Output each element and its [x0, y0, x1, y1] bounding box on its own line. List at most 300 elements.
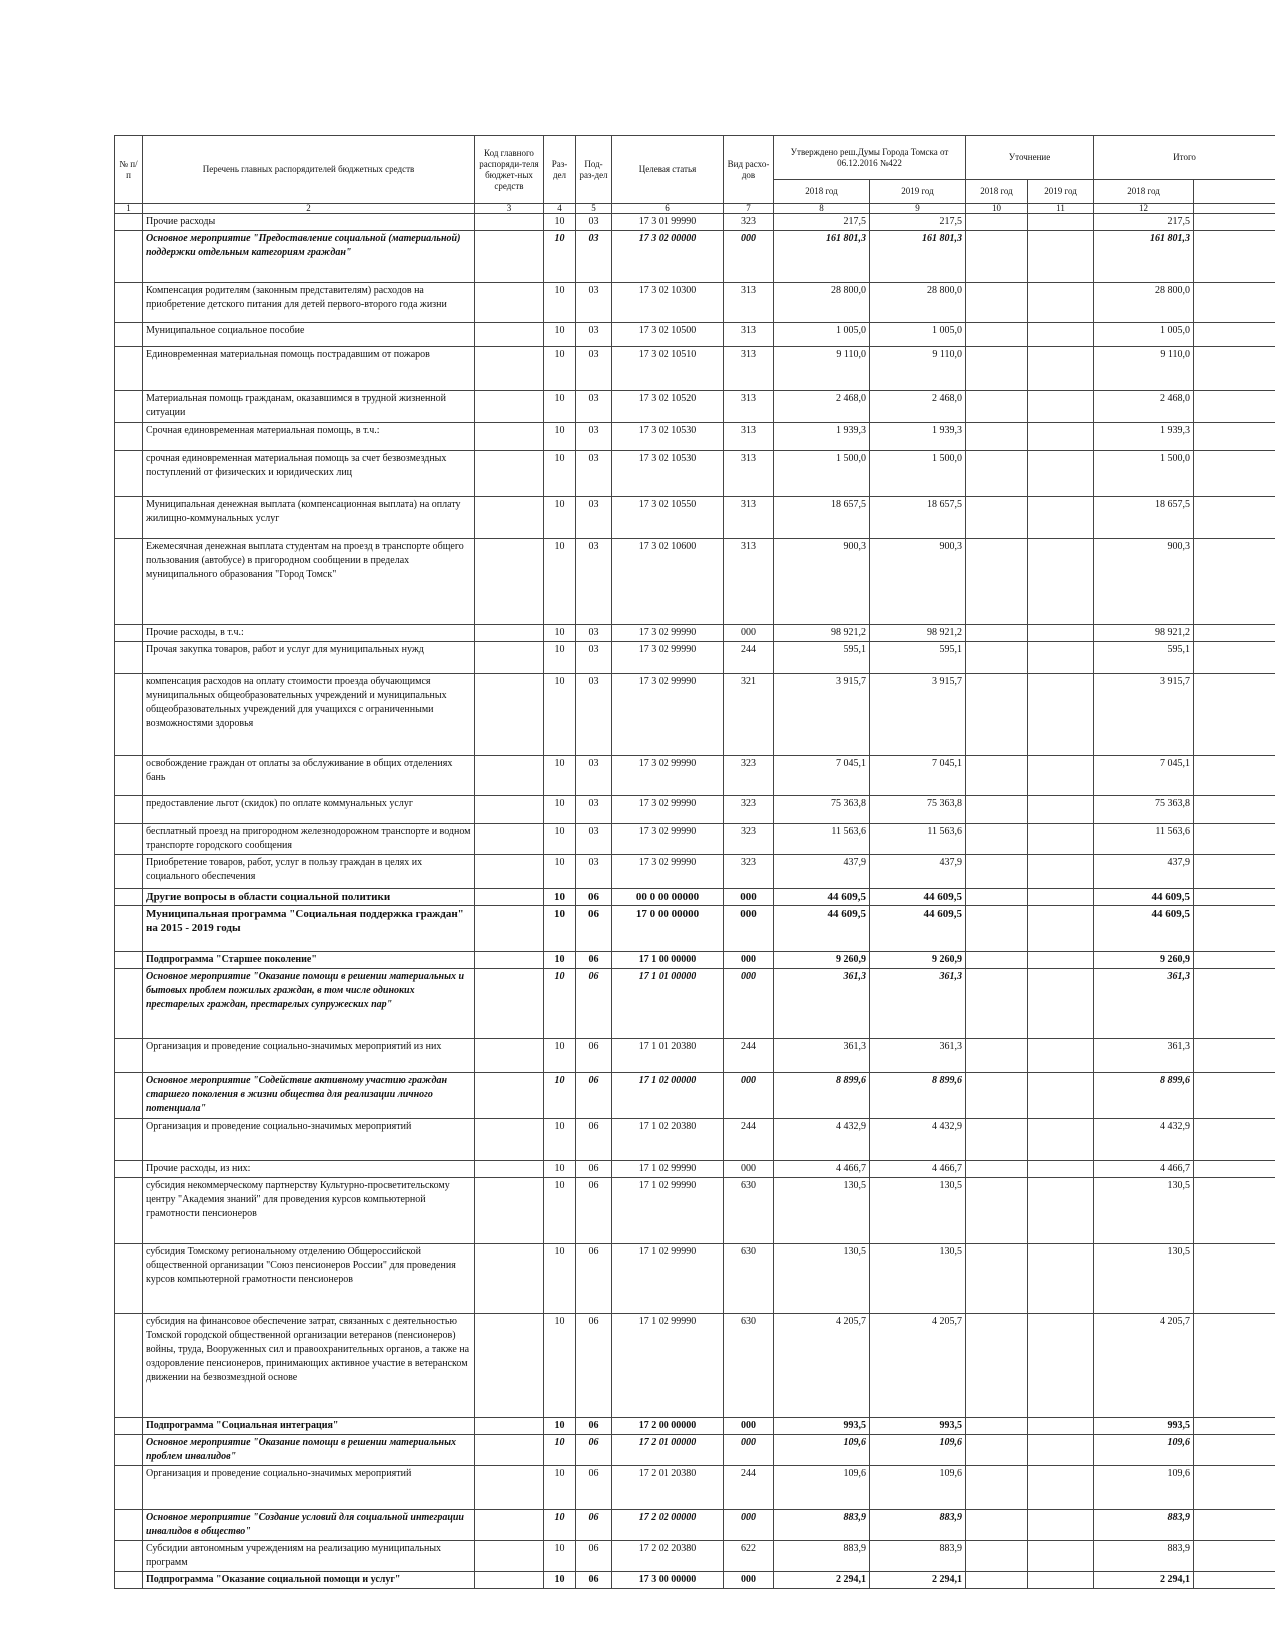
cell-razdel: 10: [544, 1039, 576, 1073]
cell-itogo-2019: [1194, 1572, 1275, 1589]
cell-utochn-2019: [1028, 1510, 1094, 1541]
cell-num: [115, 1119, 143, 1161]
cell-target: 17 1 02 20380: [612, 1119, 724, 1161]
cell-target: 17 1 01 20380: [612, 1039, 724, 1073]
cell-vid: 000: [724, 1418, 774, 1435]
colnum: 5: [576, 204, 612, 214]
cell-code: [475, 323, 544, 347]
cell-razdel: 10: [544, 1161, 576, 1178]
cell-utochn-2018: [966, 906, 1028, 952]
table-header: [115, 136, 1275, 214]
cell-approved-2019: 9 260,9: [870, 952, 966, 969]
cell-podrazdel: 03: [576, 451, 612, 497]
cell-utochn-2019: [1028, 625, 1094, 642]
cell-approved-2019: 11 563,6: [870, 824, 966, 855]
cell-code: [475, 824, 544, 855]
cell-itogo-2019: [1194, 1244, 1275, 1314]
cell-target: 17 3 02 99990: [612, 625, 724, 642]
cell-num: [115, 323, 143, 347]
cell-utochn-2018: [966, 855, 1028, 889]
table-row: [115, 756, 1275, 796]
cell-num: [115, 642, 143, 674]
cell-podrazdel: 06: [576, 1314, 612, 1418]
cell-code: [475, 796, 544, 824]
cell-utochn-2019: [1028, 906, 1094, 952]
cell-itogo-2019: [1194, 539, 1275, 625]
cell-num: [115, 796, 143, 824]
cell-utochn-2018: [966, 889, 1028, 906]
cell-itogo-2018: 883,9: [1094, 1510, 1194, 1541]
cell-target: 17 1 02 99990: [612, 1161, 724, 1178]
cell-name: срочная единовременная материальная помощь за счет безвозмездных поступлений от физических и юридических лиц: [143, 451, 475, 497]
cell-utochn-2018: [966, 952, 1028, 969]
cell-name: субсидия на финансовое обеспечение затрат, связанных с деятельностью Томской городской общественной организации ветеранов (пенсионеров) войны, труда, Вооруженных сил и правоохранительных органов, а также на оздоровление пенсионеров, принимающих активное участие в ветеранском движении на безвозмездной основе: [143, 1314, 475, 1418]
cell-approved-2019: 109,6: [870, 1435, 966, 1466]
colnum: [1194, 204, 1275, 214]
cell-code: [475, 642, 544, 674]
cell-name: Организация и проведение социально-значимых мероприятий: [143, 1466, 475, 1510]
cell-vid: 000: [724, 889, 774, 906]
cell-num: [115, 231, 143, 283]
cell-itogo-2018: 98 921,2: [1094, 625, 1194, 642]
cell-itogo-2018: 2 468,0: [1094, 391, 1194, 423]
cell-razdel: 10: [544, 756, 576, 796]
cell-code: [475, 1161, 544, 1178]
cell-approved-2019: 130,5: [870, 1178, 966, 1244]
cell-itogo-2019: [1194, 323, 1275, 347]
cell-name: субсидия Томскому региональному отделению Общероссийской общественной организации "Союз пенсионеров России" для проведения курсов компьютерной грамотности пенсионеров: [143, 1244, 475, 1314]
cell-vid: 000: [724, 1161, 774, 1178]
cell-utochn-2019: [1028, 756, 1094, 796]
header-utochn-2019: 2019 год: [1028, 180, 1094, 204]
cell-razdel: 10: [544, 952, 576, 969]
cell-code: [475, 855, 544, 889]
cell-utochn-2018: [966, 1541, 1028, 1572]
cell-num: [115, 214, 143, 231]
cell-utochn-2019: [1028, 283, 1094, 323]
cell-utochn-2019: [1028, 323, 1094, 347]
cell-itogo-2019: [1194, 889, 1275, 906]
cell-approved-2018: 217,5: [774, 214, 870, 231]
cell-approved-2018: 883,9: [774, 1510, 870, 1541]
cell-utochn-2019: [1028, 1119, 1094, 1161]
cell-approved-2019: 993,5: [870, 1418, 966, 1435]
cell-itogo-2018: 361,3: [1094, 1039, 1194, 1073]
cell-approved-2018: 361,3: [774, 969, 870, 1039]
cell-approved-2019: 4 432,9: [870, 1119, 966, 1161]
cell-approved-2018: 8 899,6: [774, 1073, 870, 1119]
cell-podrazdel: 06: [576, 1466, 612, 1510]
cell-target: 17 3 02 10550: [612, 497, 724, 539]
cell-razdel: 10: [544, 625, 576, 642]
cell-code: [475, 497, 544, 539]
table-row: [115, 1418, 1275, 1435]
cell-approved-2019: 75 363,8: [870, 796, 966, 824]
cell-target: 17 3 02 10510: [612, 347, 724, 391]
cell-razdel: 10: [544, 283, 576, 323]
table-row: [115, 824, 1275, 855]
cell-podrazdel: 06: [576, 889, 612, 906]
cell-podrazdel: 03: [576, 756, 612, 796]
cell-podrazdel: 06: [576, 1435, 612, 1466]
cell-podrazdel: 03: [576, 497, 612, 539]
cell-itogo-2019: [1194, 1541, 1275, 1572]
cell-vid: 313: [724, 497, 774, 539]
cell-code: [475, 214, 544, 231]
cell-num: [115, 1572, 143, 1589]
cell-approved-2018: 44 609,5: [774, 889, 870, 906]
table-row: [115, 451, 1275, 497]
cell-vid: 630: [724, 1314, 774, 1418]
cell-name: Субсидии автономным учреждениям на реализацию муниципальных программ: [143, 1541, 475, 1572]
cell-vid: 000: [724, 1073, 774, 1119]
cell-utochn-2018: [966, 824, 1028, 855]
cell-name: Прочие расходы: [143, 214, 475, 231]
cell-approved-2019: 1 500,0: [870, 451, 966, 497]
cell-approved-2018: 11 563,6: [774, 824, 870, 855]
cell-razdel: 10: [544, 391, 576, 423]
table-row: [115, 1244, 1275, 1314]
table-row: [115, 283, 1275, 323]
colnum: 1: [115, 204, 143, 214]
cell-approved-2019: 3 915,7: [870, 674, 966, 756]
header-vid: Вид расхо-дов: [724, 136, 774, 204]
cell-razdel: 10: [544, 214, 576, 231]
cell-name: Единовременная материальная помощь пострадавшим от пожаров: [143, 347, 475, 391]
cell-podrazdel: 03: [576, 796, 612, 824]
cell-num: [115, 969, 143, 1039]
cell-approved-2018: 4 205,7: [774, 1314, 870, 1418]
cell-vid: 323: [724, 824, 774, 855]
cell-target: 17 3 02 00000: [612, 231, 724, 283]
cell-target: 17 3 02 99990: [612, 855, 724, 889]
cell-code: [475, 625, 544, 642]
cell-approved-2018: 130,5: [774, 1178, 870, 1244]
cell-itogo-2019: [1194, 906, 1275, 952]
cell-vid: 313: [724, 539, 774, 625]
cell-approved-2018: 9 260,9: [774, 952, 870, 969]
table-row: [115, 796, 1275, 824]
cell-itogo-2018: 993,5: [1094, 1418, 1194, 1435]
cell-razdel: 10: [544, 347, 576, 391]
cell-itogo-2019: [1194, 1073, 1275, 1119]
table-row: [115, 625, 1275, 642]
cell-vid: 244: [724, 642, 774, 674]
cell-target: 17 3 02 10520: [612, 391, 724, 423]
cell-razdel: 10: [544, 796, 576, 824]
cell-name: предоставление льгот (скидок) по оплате коммунальных услуг: [143, 796, 475, 824]
cell-num: [115, 906, 143, 952]
cell-utochn-2019: [1028, 231, 1094, 283]
cell-itogo-2018: 28 800,0: [1094, 283, 1194, 323]
cell-itogo-2018: 161 801,3: [1094, 231, 1194, 283]
cell-approved-2019: 217,5: [870, 214, 966, 231]
cell-approved-2019: 1 005,0: [870, 323, 966, 347]
cell-itogo-2018: 18 657,5: [1094, 497, 1194, 539]
cell-target: 17 1 01 00000: [612, 969, 724, 1039]
table-row: [115, 1314, 1275, 1418]
cell-razdel: 10: [544, 1119, 576, 1161]
cell-code: [475, 1039, 544, 1073]
cell-name: Муниципальная программа "Социальная поддержка граждан" на 2015 - 2019 годы: [143, 906, 475, 952]
cell-name: Основное мероприятие "Оказание помощи в решении материальных проблем инвалидов": [143, 1435, 475, 1466]
cell-num: [115, 1244, 143, 1314]
cell-num: [115, 283, 143, 323]
cell-code: [475, 1073, 544, 1119]
cell-approved-2018: 18 657,5: [774, 497, 870, 539]
cell-target: 17 3 02 99990: [612, 642, 724, 674]
cell-name: компенсация расходов на оплату стоимости проезда обучающимся муниципальных общеобразовательных учреждений и муниципальных общеобразовательных учреждений для учащихся с ограниченными возможностями здоровья: [143, 674, 475, 756]
table-row: [115, 855, 1275, 889]
cell-utochn-2019: [1028, 1314, 1094, 1418]
table-row: [115, 214, 1275, 231]
table-row: [115, 1178, 1275, 1244]
cell-vid: 313: [724, 323, 774, 347]
cell-utochn-2018: [966, 231, 1028, 283]
cell-itogo-2019: [1194, 855, 1275, 889]
cell-itogo-2019: [1194, 1435, 1275, 1466]
cell-code: [475, 391, 544, 423]
cell-utochn-2018: [966, 796, 1028, 824]
cell-approved-2019: 9 110,0: [870, 347, 966, 391]
cell-itogo-2019: [1194, 1039, 1275, 1073]
cell-target: 17 2 02 00000: [612, 1510, 724, 1541]
cell-utochn-2019: [1028, 1466, 1094, 1510]
cell-approved-2018: 595,1: [774, 642, 870, 674]
cell-vid: 321: [724, 674, 774, 756]
cell-vid: 630: [724, 1178, 774, 1244]
cell-itogo-2019: [1194, 1466, 1275, 1510]
cell-razdel: 10: [544, 231, 576, 283]
table-body: [115, 214, 1275, 1589]
cell-utochn-2019: [1028, 796, 1094, 824]
cell-razdel: 10: [544, 539, 576, 625]
cell-vid: 000: [724, 231, 774, 283]
cell-approved-2019: 4 205,7: [870, 1314, 966, 1418]
cell-approved-2018: 993,5: [774, 1418, 870, 1435]
cell-target: 17 1 02 99990: [612, 1244, 724, 1314]
cell-vid: 323: [724, 855, 774, 889]
cell-razdel: 10: [544, 323, 576, 347]
cell-vid: 323: [724, 756, 774, 796]
cell-name: Подпрограмма "Оказание социальной помощи и услуг": [143, 1572, 475, 1589]
table-row: [115, 1541, 1275, 1572]
cell-approved-2018: 2 468,0: [774, 391, 870, 423]
cell-name: освобождение граждан от оплаты за обслуживание в общих отделениях бань: [143, 756, 475, 796]
cell-approved-2019: 883,9: [870, 1510, 966, 1541]
cell-target: 00 0 00 00000: [612, 889, 724, 906]
cell-razdel: 10: [544, 451, 576, 497]
cell-vid: 323: [724, 796, 774, 824]
cell-target: 17 2 01 20380: [612, 1466, 724, 1510]
cell-itogo-2018: 109,6: [1094, 1435, 1194, 1466]
cell-code: [475, 539, 544, 625]
cell-itogo-2019: [1194, 824, 1275, 855]
cell-podrazdel: 03: [576, 642, 612, 674]
cell-utochn-2019: [1028, 423, 1094, 451]
cell-vid: 313: [724, 347, 774, 391]
cell-itogo-2018: 75 363,8: [1094, 796, 1194, 824]
cell-code: [475, 451, 544, 497]
cell-utochn-2018: [966, 1418, 1028, 1435]
cell-target: 17 1 00 00000: [612, 952, 724, 969]
cell-razdel: 10: [544, 1314, 576, 1418]
cell-itogo-2019: [1194, 625, 1275, 642]
cell-itogo-2018: 4 466,7: [1094, 1161, 1194, 1178]
cell-name: Муниципальное социальное пособие: [143, 323, 475, 347]
cell-podrazdel: 03: [576, 323, 612, 347]
cell-itogo-2019: [1194, 451, 1275, 497]
cell-podrazdel: 03: [576, 625, 612, 642]
cell-utochn-2019: [1028, 1178, 1094, 1244]
cell-num: [115, 889, 143, 906]
cell-vid: 313: [724, 451, 774, 497]
cell-itogo-2018: 130,5: [1094, 1244, 1194, 1314]
cell-itogo-2019: [1194, 1178, 1275, 1244]
cell-approved-2019: 595,1: [870, 642, 966, 674]
cell-vid: 000: [724, 952, 774, 969]
cell-itogo-2019: [1194, 1119, 1275, 1161]
cell-name: Прочая закупка товаров, работ и услуг для муниципальных нужд: [143, 642, 475, 674]
cell-utochn-2019: [1028, 214, 1094, 231]
cell-approved-2019: 361,3: [870, 969, 966, 1039]
cell-itogo-2019: [1194, 952, 1275, 969]
cell-name: Ежемесячная денежная выплата студентам на проезд в транспорте общего пользования (автобусе) в пригородном сообщении в пределах муниципального образования "Город Томск": [143, 539, 475, 625]
cell-vid: 244: [724, 1039, 774, 1073]
cell-code: [475, 347, 544, 391]
cell-name: Основное мероприятие "Создание условий для социальной интеграции инвалидов в общество": [143, 1510, 475, 1541]
cell-razdel: 10: [544, 1435, 576, 1466]
cell-code: [475, 231, 544, 283]
cell-target: 17 3 02 99990: [612, 674, 724, 756]
cell-itogo-2018: 1 500,0: [1094, 451, 1194, 497]
cell-podrazdel: 03: [576, 231, 612, 283]
header-razdel: Раз-дел: [544, 136, 576, 204]
cell-num: [115, 391, 143, 423]
cell-itogo-2019: [1194, 391, 1275, 423]
cell-code: [475, 283, 544, 323]
cell-utochn-2019: [1028, 1435, 1094, 1466]
cell-code: [475, 423, 544, 451]
cell-itogo-2018: 3 915,7: [1094, 674, 1194, 756]
cell-itogo-2018: 44 609,5: [1094, 906, 1194, 952]
cell-itogo-2019: [1194, 756, 1275, 796]
cell-target: 17 3 01 99990: [612, 214, 724, 231]
cell-razdel: 10: [544, 855, 576, 889]
colnum: 11: [1028, 204, 1094, 214]
cell-num: [115, 756, 143, 796]
cell-podrazdel: 06: [576, 1541, 612, 1572]
cell-approved-2018: 28 800,0: [774, 283, 870, 323]
cell-razdel: 10: [544, 824, 576, 855]
cell-name: Основное мероприятие "Оказание помощи в решении материальных и бытовых проблем пожилых граждан, в том числе одиноких престарелых граждан, престарелых супружеских пар": [143, 969, 475, 1039]
cell-num: [115, 855, 143, 889]
cell-num: [115, 1435, 143, 1466]
table-row: [115, 423, 1275, 451]
cell-razdel: 10: [544, 1073, 576, 1119]
cell-razdel: 10: [544, 1178, 576, 1244]
cell-name: бесплатный проезд на пригородном железнодорожном транспорте и водном транспорте городского сообщения: [143, 824, 475, 855]
cell-target: 17 3 02 99990: [612, 796, 724, 824]
cell-approved-2019: 98 921,2: [870, 625, 966, 642]
cell-podrazdel: 03: [576, 674, 612, 756]
cell-num: [115, 1073, 143, 1119]
cell-utochn-2019: [1028, 855, 1094, 889]
cell-name: Приобретение товаров, работ, услуг в пользу граждан в целях их социального обеспечения: [143, 855, 475, 889]
header-code: Код главного распоряди-теля бюджет-ных средств: [475, 136, 544, 204]
cell-num: [115, 1314, 143, 1418]
cell-vid: 622: [724, 1541, 774, 1572]
cell-approved-2019: 28 800,0: [870, 283, 966, 323]
colnum: 7: [724, 204, 774, 214]
cell-target: 17 0 00 00000: [612, 906, 724, 952]
cell-approved-2019: 2 468,0: [870, 391, 966, 423]
cell-itogo-2019: [1194, 674, 1275, 756]
cell-approved-2019: 8 899,6: [870, 1073, 966, 1119]
cell-itogo-2018: 1 005,0: [1094, 323, 1194, 347]
cell-vid: 000: [724, 1572, 774, 1589]
cell-podrazdel: 06: [576, 1178, 612, 1244]
cell-itogo-2019: [1194, 283, 1275, 323]
cell-utochn-2018: [966, 347, 1028, 391]
cell-code: [475, 1244, 544, 1314]
cell-podrazdel: 06: [576, 1039, 612, 1073]
cell-itogo-2018: 9 260,9: [1094, 952, 1194, 969]
cell-utochn-2019: [1028, 1039, 1094, 1073]
cell-itogo-2018: 11 563,6: [1094, 824, 1194, 855]
cell-razdel: 10: [544, 906, 576, 952]
cell-name: Прочие расходы, в т.ч.:: [143, 625, 475, 642]
cell-utochn-2018: [966, 756, 1028, 796]
cell-itogo-2018: 900,3: [1094, 539, 1194, 625]
colnum: 6: [612, 204, 724, 214]
cell-utochn-2018: [966, 283, 1028, 323]
cell-code: [475, 906, 544, 952]
cell-approved-2018: 2 294,1: [774, 1572, 870, 1589]
cell-approved-2019: 4 466,7: [870, 1161, 966, 1178]
header-approved: Утверждено реш.Думы Города Томска от 06.12.2016 №422: [774, 136, 966, 180]
cell-utochn-2019: [1028, 824, 1094, 855]
cell-target: 17 1 02 00000: [612, 1073, 724, 1119]
cell-podrazdel: 06: [576, 1073, 612, 1119]
cell-razdel: 10: [544, 1572, 576, 1589]
cell-utochn-2018: [966, 539, 1028, 625]
cell-approved-2019: 1 939,3: [870, 423, 966, 451]
cell-approved-2018: 900,3: [774, 539, 870, 625]
cell-utochn-2019: [1028, 1073, 1094, 1119]
cell-utochn-2018: [966, 391, 1028, 423]
cell-utochn-2019: [1028, 642, 1094, 674]
header-podrazdel: Под-раз-дел: [576, 136, 612, 204]
table-row: [115, 906, 1275, 952]
cell-utochn-2018: [966, 1244, 1028, 1314]
cell-code: [475, 1418, 544, 1435]
cell-podrazdel: 06: [576, 1418, 612, 1435]
cell-podrazdel: 03: [576, 214, 612, 231]
cell-utochn-2018: [966, 642, 1028, 674]
cell-utochn-2018: [966, 323, 1028, 347]
table-row: [115, 1039, 1275, 1073]
cell-approved-2018: 44 609,5: [774, 906, 870, 952]
cell-approved-2019: 900,3: [870, 539, 966, 625]
cell-utochn-2018: [966, 674, 1028, 756]
cell-podrazdel: 06: [576, 969, 612, 1039]
table-row: [115, 1161, 1275, 1178]
cell-target: 17 3 02 10530: [612, 423, 724, 451]
table-row: [115, 969, 1275, 1039]
header-approved-2018: 2018 год: [774, 180, 870, 204]
header-itogo: Итого: [1094, 136, 1275, 180]
